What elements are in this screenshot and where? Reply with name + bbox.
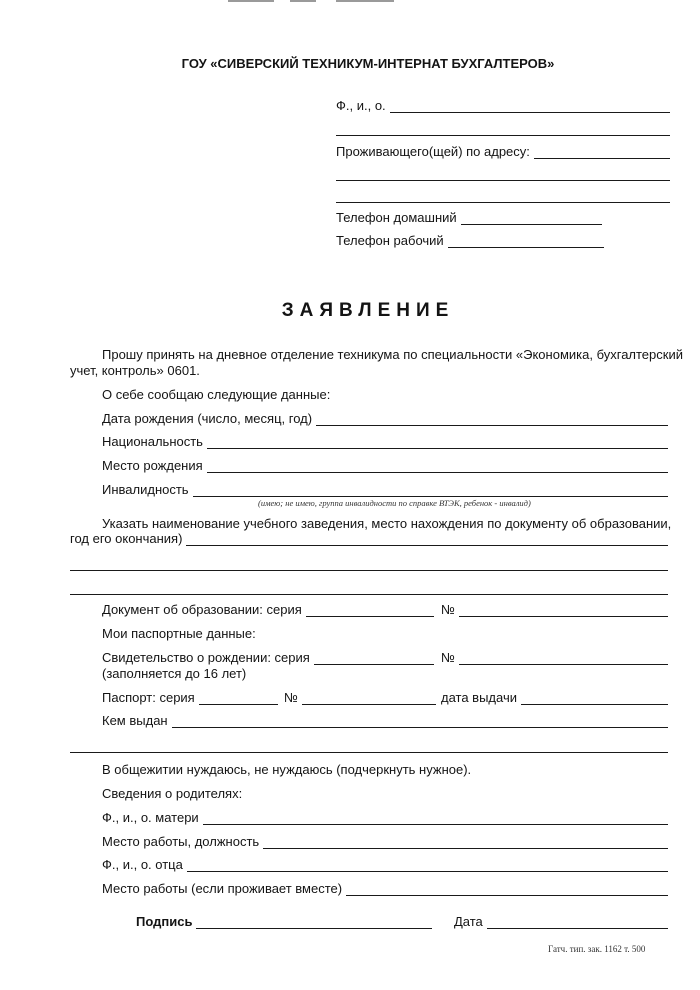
birth-date-field[interactable] xyxy=(102,411,668,426)
passport-intro: Мои паспортные данные: xyxy=(102,626,256,641)
birthplace-label: Место рождения xyxy=(102,458,203,473)
fio-line-2[interactable] xyxy=(336,135,670,136)
mother-label: Ф., и., о. матери xyxy=(102,810,199,825)
signature-line[interactable] xyxy=(196,914,432,929)
school-extra-line-2[interactable] xyxy=(70,594,668,595)
father-work-line[interactable] xyxy=(346,881,668,896)
mother-work-line[interactable] xyxy=(263,834,668,849)
phone-work-line[interactable] xyxy=(448,233,604,248)
document-title: ЗАЯВЛЕНИЕ xyxy=(281,300,455,321)
scan-mark xyxy=(228,0,274,2)
request-line-1: Прошу принять на дневное отделение техникума по специальности «Экономика, бухгалтерский xyxy=(102,347,683,362)
date-label: Дата xyxy=(454,914,483,929)
disability-line[interactable] xyxy=(193,482,668,497)
passport-series-field[interactable] xyxy=(102,690,278,705)
nationality-label: Национальность xyxy=(102,434,203,449)
address-line[interactable] xyxy=(534,144,670,159)
birth-cert-number-line[interactable] xyxy=(459,650,668,665)
birthplace-line[interactable] xyxy=(207,458,668,473)
dorm-statement: В общежитии нуждаюсь, не нуждаюсь (подчеркнуть нужное). xyxy=(102,762,472,777)
school-line-1: Указать наименование учебного заведения, место нахождения по документу об образовании, xyxy=(102,516,672,531)
mother-line[interactable] xyxy=(203,810,668,825)
phone-home-label: Телефон домашний xyxy=(336,210,457,225)
signature-label: Подпись xyxy=(136,914,193,929)
birth-cert-label: Свидетельство о рождении: серия xyxy=(102,650,310,665)
print-info: Гатч. тип. зак. 1162 т. 500 xyxy=(548,944,646,954)
about-intro: О себе сообщаю следующие данные: xyxy=(102,387,331,402)
birth-cert-series-field[interactable] xyxy=(102,650,434,665)
mother-work-field[interactable] xyxy=(102,834,668,849)
passport-number-field[interactable] xyxy=(284,690,436,705)
date-field[interactable] xyxy=(454,914,668,929)
edu-doc-series-field[interactable] xyxy=(102,602,434,617)
phone-work-label: Телефон рабочий xyxy=(336,233,444,248)
nationality-field[interactable] xyxy=(102,434,668,449)
date-line[interactable] xyxy=(487,914,668,929)
father-work-label: Место работы (если проживает вместе) xyxy=(102,881,343,896)
birth-cert-note: (заполняется до 16 лет) xyxy=(102,666,247,681)
fio-field[interactable] xyxy=(336,98,670,113)
school-extra-line-1[interactable] xyxy=(70,570,668,571)
address-line-2[interactable] xyxy=(336,180,670,181)
father-label: Ф., и., о. отца xyxy=(102,857,183,872)
phone-work-field[interactable] xyxy=(336,233,604,248)
issued-by-field[interactable] xyxy=(102,713,668,728)
passport-series-label: Паспорт: серия xyxy=(102,690,195,705)
issue-date-line[interactable] xyxy=(521,690,668,705)
phone-home-line[interactable] xyxy=(461,210,602,225)
scan-mark xyxy=(290,0,316,2)
number-sign: № xyxy=(441,602,455,617)
request-line-2: учет, контроль» 0601. xyxy=(70,363,200,378)
school-field[interactable] xyxy=(70,531,668,546)
birth-cert-number-field[interactable] xyxy=(441,650,668,665)
signature-field[interactable] xyxy=(136,914,432,929)
passport-series-line[interactable] xyxy=(199,690,278,705)
issued-by-label: Кем выдан xyxy=(102,713,168,728)
edu-doc-label: Документ об образовании: серия xyxy=(102,602,302,617)
issue-date-label: дата выдачи xyxy=(441,690,517,705)
address-line-3[interactable] xyxy=(336,202,670,203)
disability-label: Инвалидность xyxy=(102,482,189,497)
father-line[interactable] xyxy=(187,857,668,872)
father-work-field[interactable] xyxy=(102,881,668,896)
edu-doc-series-line[interactable] xyxy=(306,602,434,617)
school-line-2: год его окончания) xyxy=(70,531,183,546)
school-line[interactable] xyxy=(186,531,668,546)
father-fio-field[interactable] xyxy=(102,857,668,872)
disability-hint: (имею; не имею, группа инвалидности по справке ВТЭК, ребенок - инвалид) xyxy=(258,498,531,508)
nationality-line[interactable] xyxy=(207,434,668,449)
fio-label: Ф., и., о. xyxy=(336,98,386,113)
parents-intro: Сведения о родителях: xyxy=(102,786,243,801)
number-sign: № xyxy=(284,690,298,705)
birth-cert-series-line[interactable] xyxy=(314,650,434,665)
address-field[interactable] xyxy=(336,144,670,159)
edu-doc-number-line[interactable] xyxy=(459,602,668,617)
birth-date-label: Дата рождения (число, месяц, год) xyxy=(102,411,313,426)
organization-header: ГОУ «СИВЕРСКИЙ ТЕХНИКУМ-ИНТЕРНАТ БУХГАЛТЕРОВ» xyxy=(181,56,555,71)
mother-fio-field[interactable] xyxy=(102,810,668,825)
disability-field[interactable] xyxy=(102,482,668,497)
address-label: Проживающего(щей) по адресу: xyxy=(336,144,530,159)
passport-number-line[interactable] xyxy=(302,690,436,705)
issued-by-extra-line[interactable] xyxy=(70,752,668,753)
mother-work-label: Место работы, должность xyxy=(102,834,260,849)
scan-mark xyxy=(336,0,394,2)
fio-line[interactable] xyxy=(390,98,670,113)
issued-by-line[interactable] xyxy=(172,713,668,728)
birth-date-line[interactable] xyxy=(316,411,668,426)
birthplace-field[interactable] xyxy=(102,458,668,473)
phone-home-field[interactable] xyxy=(336,210,602,225)
passport-issue-date-field[interactable] xyxy=(441,690,668,705)
number-sign: № xyxy=(441,650,455,665)
edu-doc-number-field[interactable] xyxy=(441,602,668,617)
